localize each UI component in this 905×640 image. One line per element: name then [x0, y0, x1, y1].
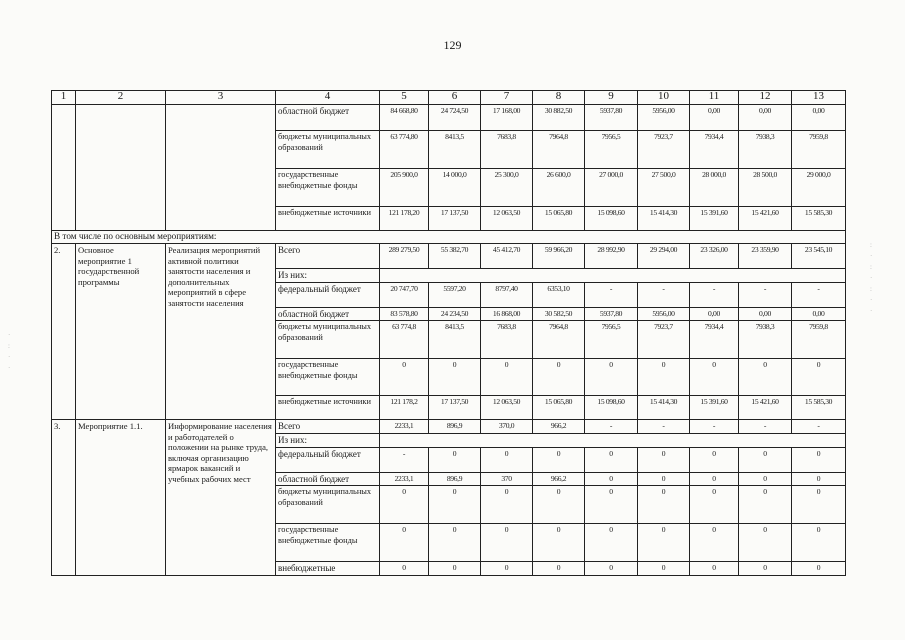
value-cell: 0,00	[739, 105, 792, 131]
value-cell: 29 294,00	[638, 244, 690, 269]
value-cell: 23 545,10	[792, 244, 846, 269]
empty-cell	[380, 269, 846, 283]
value-cell: 17 168,00	[481, 105, 533, 131]
value-cell: 0	[690, 447, 739, 472]
margin-notes: · : · ·	[8, 331, 11, 372]
column-number: 4	[276, 91, 380, 105]
value-cell: 2233,1	[380, 420, 429, 434]
value-cell: 0	[638, 447, 690, 472]
column-number-row	[52, 91, 846, 105]
value-cell: 896,9	[429, 472, 481, 486]
value-cell: 7959,8	[792, 131, 846, 169]
funding-source: Всего	[276, 244, 380, 269]
funding-source: бюджеты муниципальных образований	[276, 486, 380, 524]
value-cell: 0	[533, 562, 585, 576]
section-heading: В том числе по основным мероприятиям:	[52, 231, 846, 244]
section-heading-row	[52, 231, 846, 244]
funding-source: бюджеты муниципальных образований	[276, 321, 380, 359]
value-cell: -	[792, 420, 846, 434]
value-cell: -	[585, 282, 638, 307]
table-row	[52, 244, 846, 269]
value-cell: 0	[429, 486, 481, 524]
funding-source: бюджеты муниципальных образований	[276, 131, 380, 169]
value-cell: 7923,7	[638, 131, 690, 169]
value-cell: 0	[739, 524, 792, 562]
value-cell: 15 391,60	[690, 396, 739, 420]
value-cell: 24 724,50	[429, 105, 481, 131]
value-cell: 0	[429, 562, 481, 576]
value-cell: 15 414,30	[638, 396, 690, 420]
value-cell: 20 747,70	[380, 282, 429, 307]
funding-source: внебюджетные источники	[276, 207, 380, 231]
table-body	[52, 91, 846, 576]
value-cell: 0	[481, 447, 533, 472]
table-row	[52, 420, 846, 434]
value-cell: 5937,80	[585, 105, 638, 131]
value-cell: 7683,8	[481, 131, 533, 169]
value-cell: 0	[429, 524, 481, 562]
value-cell: 121 178,20	[380, 207, 429, 231]
value-cell: 7964,8	[533, 321, 585, 359]
value-cell: 0	[380, 524, 429, 562]
value-cell: 15 065,80	[533, 396, 585, 420]
empty-cell	[380, 434, 846, 448]
value-cell: 0	[380, 359, 429, 396]
value-cell: 59 966,20	[533, 244, 585, 269]
funding-source: государственные внебюджетные фонды	[276, 359, 380, 396]
column-number: 6	[429, 91, 481, 105]
value-cell: 0	[638, 472, 690, 486]
funding-source: Из них:	[276, 269, 380, 283]
funding-source: областной бюджет	[276, 472, 380, 486]
value-cell: 205 900,0	[380, 169, 429, 207]
value-cell: 55 382,70	[429, 244, 481, 269]
column-number: 12	[739, 91, 792, 105]
value-cell: 370,0	[481, 420, 533, 434]
funding-source: государственные внебюджетные фонды	[276, 524, 380, 562]
value-cell: 0	[638, 486, 690, 524]
value-cell: 0	[792, 472, 846, 486]
value-cell: 27 000,0	[585, 169, 638, 207]
item-type	[76, 105, 166, 231]
value-cell: 0	[792, 524, 846, 562]
funding-source: внебюджетные	[276, 562, 380, 576]
value-cell: -	[739, 282, 792, 307]
value-cell: 26 600,0	[533, 169, 585, 207]
value-cell: 5956,00	[638, 105, 690, 131]
value-cell: 15 414,30	[638, 207, 690, 231]
value-cell: 14 000,0	[429, 169, 481, 207]
value-cell: 0	[429, 447, 481, 472]
value-cell: 0	[690, 486, 739, 524]
value-cell: 8413,5	[429, 321, 481, 359]
value-cell: 0,00	[792, 307, 846, 321]
value-cell: 83 578,80	[380, 307, 429, 321]
value-cell: 23 326,00	[690, 244, 739, 269]
value-cell: 0	[739, 486, 792, 524]
value-cell: 5956,00	[638, 307, 690, 321]
value-cell: 28 000,0	[690, 169, 739, 207]
value-cell: 2233,1	[380, 472, 429, 486]
value-cell: 15 585,30	[792, 207, 846, 231]
value-cell: 5937,80	[585, 307, 638, 321]
value-cell: 17 137,50	[429, 207, 481, 231]
value-cell: 24 234,50	[429, 307, 481, 321]
value-cell: 30 582,50	[533, 307, 585, 321]
funding-source: государственные внебюджетные фонды	[276, 169, 380, 207]
value-cell: 17 137,50	[429, 396, 481, 420]
value-cell: 0	[380, 486, 429, 524]
value-cell: 289 279,50	[380, 244, 429, 269]
value-cell: 25 300,0	[481, 169, 533, 207]
value-cell: 7934,4	[690, 131, 739, 169]
item-number: 3.	[52, 420, 76, 576]
page-number: 129	[443, 38, 462, 52]
value-cell: 0	[638, 359, 690, 396]
value-cell: -	[380, 447, 429, 472]
value-cell: 0	[533, 486, 585, 524]
value-cell: 12 063,50	[481, 207, 533, 231]
value-cell: 0	[690, 524, 739, 562]
value-cell: -	[638, 282, 690, 307]
value-cell: 12 063,50	[481, 396, 533, 420]
column-number: 1	[52, 91, 76, 105]
value-cell: 121 178,2	[380, 396, 429, 420]
value-cell: 0	[533, 359, 585, 396]
value-cell: 0	[739, 472, 792, 486]
value-cell: 28 500,0	[739, 169, 792, 207]
value-cell: -	[792, 282, 846, 307]
column-number: 5	[380, 91, 429, 105]
value-cell: 15 098,60	[585, 396, 638, 420]
funding-source: Из них:	[276, 434, 380, 448]
value-cell: 7959,8	[792, 321, 846, 359]
value-cell: 0	[585, 472, 638, 486]
value-cell: 5597,20	[429, 282, 481, 307]
value-cell: 0	[585, 359, 638, 396]
funding-source: Всего	[276, 420, 380, 434]
value-cell: 7923,7	[638, 321, 690, 359]
funding-source: областной бюджет	[276, 307, 380, 321]
value-cell: 0	[429, 359, 481, 396]
item-type: Мероприятие 1.1.	[76, 420, 166, 576]
value-cell: 0	[792, 359, 846, 396]
item-number: 2.	[52, 244, 76, 420]
value-cell: 8413,5	[429, 131, 481, 169]
value-cell: 0	[638, 524, 690, 562]
value-cell: 0	[739, 562, 792, 576]
value-cell: 7683,8	[481, 321, 533, 359]
funding-source: внебюджетные источники	[276, 396, 380, 420]
funding-source: федеральный бюджет	[276, 282, 380, 307]
value-cell: 0	[533, 524, 585, 562]
value-cell: 0	[638, 562, 690, 576]
value-cell: 0	[585, 447, 638, 472]
column-number: 10	[638, 91, 690, 105]
value-cell: 27 500,0	[638, 169, 690, 207]
value-cell: 0	[739, 447, 792, 472]
value-cell: 0	[585, 486, 638, 524]
value-cell: 63 774,80	[380, 131, 429, 169]
column-number: 7	[481, 91, 533, 105]
value-cell: 23 359,90	[739, 244, 792, 269]
column-number: 8	[533, 91, 585, 105]
value-cell: 0	[739, 359, 792, 396]
value-cell: 0	[792, 562, 846, 576]
value-cell: 7956,5	[585, 131, 638, 169]
value-cell: 0	[481, 562, 533, 576]
value-cell: -	[585, 420, 638, 434]
value-cell: 0	[380, 562, 429, 576]
value-cell: 0	[690, 359, 739, 396]
value-cell: 15 065,80	[533, 207, 585, 231]
column-number: 2	[76, 91, 166, 105]
value-cell: 370	[481, 472, 533, 486]
value-cell: -	[690, 420, 739, 434]
value-cell: 896,9	[429, 420, 481, 434]
value-cell: 15 391,60	[690, 207, 739, 231]
value-cell: -	[638, 420, 690, 434]
value-cell: 0	[690, 562, 739, 576]
column-number: 13	[792, 91, 846, 105]
value-cell: 63 774,8	[380, 321, 429, 359]
value-cell: 0	[792, 486, 846, 524]
value-cell: -	[739, 420, 792, 434]
item-number	[52, 105, 76, 231]
value-cell: 0,00	[690, 307, 739, 321]
margin-notes: : · : · : · ·	[870, 241, 873, 315]
funding-source: федеральный бюджет	[276, 447, 380, 472]
column-number: 9	[585, 91, 638, 105]
funding-source: областной бюджет	[276, 105, 380, 131]
value-cell: 966,2	[533, 420, 585, 434]
value-cell: 45 412,70	[481, 244, 533, 269]
value-cell: 8797,40	[481, 282, 533, 307]
value-cell: 0	[481, 359, 533, 396]
value-cell: 0	[690, 472, 739, 486]
value-cell: 0	[481, 524, 533, 562]
value-cell: 6353,10	[533, 282, 585, 307]
value-cell: 0,00	[739, 307, 792, 321]
item-type: Основное мероприятие 1 государственной программы	[76, 244, 166, 420]
value-cell: 0	[585, 562, 638, 576]
value-cell: 16 868,00	[481, 307, 533, 321]
value-cell: 15 421,60	[739, 396, 792, 420]
column-number: 11	[690, 91, 739, 105]
table-row	[52, 105, 846, 131]
value-cell: 15 421,60	[739, 207, 792, 231]
value-cell: 7938,3	[739, 321, 792, 359]
value-cell: 0	[533, 447, 585, 472]
value-cell: 7964,8	[533, 131, 585, 169]
value-cell: 15 585,30	[792, 396, 846, 420]
value-cell: 0	[481, 486, 533, 524]
value-cell: 84 668,80	[380, 105, 429, 131]
value-cell: 15 098,60	[585, 207, 638, 231]
value-cell: 30 882,50	[533, 105, 585, 131]
value-cell: 29 000,0	[792, 169, 846, 207]
item-name: Реализация мероприятий активной политики занятости населения и дополнительных мероприятий в сфере занятости населения	[166, 244, 276, 420]
item-name	[166, 105, 276, 231]
value-cell: 7956,5	[585, 321, 638, 359]
item-name: Информирование населения и работодателей о положении на рынке труда, включая организацию ярмарок вакансий и учебных рабочих мест	[166, 420, 276, 576]
budget-table	[51, 90, 846, 576]
value-cell: 28 992,90	[585, 244, 638, 269]
value-cell: 966,2	[533, 472, 585, 486]
value-cell: 7934,4	[690, 321, 739, 359]
value-cell: -	[690, 282, 739, 307]
value-cell: 0,00	[690, 105, 739, 131]
value-cell: 0	[585, 524, 638, 562]
value-cell: 0,00	[792, 105, 846, 131]
value-cell: 7938,3	[739, 131, 792, 169]
value-cell: 0	[792, 447, 846, 472]
column-number: 3	[166, 91, 276, 105]
